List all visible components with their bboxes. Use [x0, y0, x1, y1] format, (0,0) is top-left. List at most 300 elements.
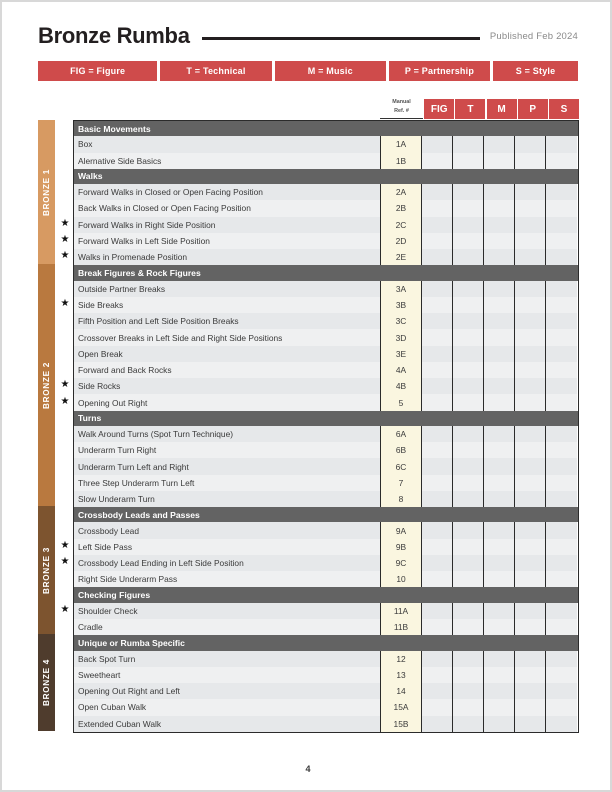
- mark-cell-t[interactable]: [453, 491, 484, 507]
- mark-cell-fig[interactable]: [422, 169, 453, 184]
- mark-cell-fig[interactable]: [422, 635, 453, 650]
- mark-cell-fig[interactable]: [422, 121, 453, 136]
- mark-cell-fig[interactable]: [422, 394, 453, 410]
- mark-cell-m[interactable]: [484, 281, 515, 297]
- star-icon: ★: [60, 298, 70, 310]
- figure-name: Open Break: [74, 346, 381, 362]
- table-row: [74, 619, 578, 635]
- mark-cell-p[interactable]: [515, 265, 546, 280]
- mark-cell-fig[interactable]: [422, 249, 453, 265]
- manual-ref-value: 6B: [381, 442, 422, 458]
- mark-cell-p[interactable]: [515, 458, 546, 474]
- table-row: [74, 699, 578, 715]
- mark-cell-p[interactable]: [515, 426, 546, 442]
- mark-cell-s[interactable]: [546, 217, 577, 233]
- manual-ref-value: 13: [381, 667, 422, 683]
- mark-cell-m[interactable]: [484, 699, 515, 715]
- mark-cell-fig[interactable]: [422, 603, 453, 619]
- figure-name: Crossbody Lead: [74, 522, 381, 538]
- manual-ref-value: 2C: [381, 217, 422, 233]
- manual-ref-value: 14: [381, 683, 422, 699]
- mark-cell-p[interactable]: [515, 217, 546, 233]
- mark-cell-t[interactable]: [453, 571, 484, 587]
- mark-cell-s[interactable]: [546, 297, 577, 313]
- mark-cell-p[interactable]: [515, 491, 546, 507]
- mark-cell-s[interactable]: [546, 249, 577, 265]
- manual-ref-value: 3C: [381, 313, 422, 329]
- mark-cell-fig[interactable]: [422, 411, 453, 426]
- section-title: Turns: [78, 413, 102, 424]
- mark-cell-m[interactable]: [484, 200, 515, 216]
- manual-ref-value: 11A: [381, 603, 422, 619]
- mark-cell-fig[interactable]: [422, 522, 453, 538]
- star-icon: ★: [60, 556, 70, 568]
- mark-cell-fig[interactable]: [422, 426, 453, 442]
- mark-cell-m[interactable]: [484, 169, 515, 184]
- manual-ref-value: 2B: [381, 200, 422, 216]
- mark-cell-fig[interactable]: [422, 539, 453, 555]
- mark-cell-p[interactable]: [515, 716, 546, 732]
- table-row: [74, 683, 578, 699]
- star-slot-empty: [57, 312, 73, 328]
- table-row: [74, 475, 578, 491]
- mark-cell-p[interactable]: [515, 571, 546, 587]
- mark-cell-p[interactable]: [515, 603, 546, 619]
- mark-cell-t[interactable]: [453, 136, 484, 152]
- mark-cell-m[interactable]: [484, 587, 515, 602]
- mark-cell-fig[interactable]: [422, 475, 453, 491]
- manual-ref-value: 9A: [381, 522, 422, 538]
- mark-cell-fig[interactable]: [422, 233, 453, 249]
- mark-cell-fig[interactable]: [422, 587, 453, 602]
- mark-cell-fig[interactable]: [422, 184, 453, 200]
- manual-ref-value: 2A: [381, 184, 422, 200]
- mark-cell-s[interactable]: [546, 169, 577, 184]
- mark-cell-t[interactable]: [453, 699, 484, 715]
- mark-cell-t[interactable]: [453, 169, 484, 184]
- manual-ref-value: 15B: [381, 716, 422, 732]
- mark-cell-m[interactable]: [484, 475, 515, 491]
- mark-cell-s[interactable]: [546, 571, 577, 587]
- mark-cell-p[interactable]: [515, 297, 546, 313]
- mark-cell-m[interactable]: [484, 683, 515, 699]
- mark-cell-p[interactable]: [515, 635, 546, 650]
- mark-cell-t[interactable]: [453, 394, 484, 410]
- mark-cell-m[interactable]: [484, 184, 515, 200]
- mark-cell-t[interactable]: [453, 716, 484, 732]
- mark-cell-s[interactable]: [546, 233, 577, 249]
- manual-ref-value: 4B: [381, 378, 422, 394]
- table-row: [74, 249, 578, 265]
- mark-cell-p[interactable]: [515, 249, 546, 265]
- star-icon: ★: [60, 233, 70, 245]
- table-row: [74, 200, 578, 216]
- mark-cell-fig[interactable]: [422, 153, 453, 169]
- mark-cell-m[interactable]: [484, 539, 515, 555]
- mark-cell-p[interactable]: [515, 555, 546, 571]
- mark-cell-fig[interactable]: [422, 313, 453, 329]
- table-row: [74, 539, 578, 555]
- mark-cell-p[interactable]: [515, 619, 546, 635]
- mark-cell-m[interactable]: [484, 313, 515, 329]
- mark-cell-t[interactable]: [453, 442, 484, 458]
- star-slot-empty: [57, 264, 73, 279]
- mark-cell-s[interactable]: [546, 555, 577, 571]
- manual-ref-line2: Ref. #: [394, 107, 409, 114]
- mark-cell-s[interactable]: [546, 539, 577, 555]
- mark-cell-p[interactable]: [515, 184, 546, 200]
- table-row: [74, 329, 578, 345]
- mark-cell-p[interactable]: [515, 153, 546, 169]
- mark-cell-p[interactable]: [515, 200, 546, 216]
- figure-name: Alernative Side Basics: [74, 153, 381, 169]
- mark-cell-fig[interactable]: [422, 217, 453, 233]
- table-row: [74, 217, 578, 233]
- section-title: Unique or Rumba Specific: [78, 637, 185, 648]
- star-slot-empty: [57, 410, 73, 425]
- figure-name: Opening Out Right and Left: [74, 683, 381, 699]
- mark-cell-t[interactable]: [453, 121, 484, 136]
- legend-chip-fig: FIG = Figure: [38, 61, 157, 81]
- mark-cell-p[interactable]: [515, 699, 546, 715]
- mark-cell-fig[interactable]: [422, 200, 453, 216]
- published-date: Published Feb 2024: [489, 30, 578, 42]
- section-title: Break Figures & Rock Figures: [78, 267, 201, 278]
- page-number: 4: [305, 764, 311, 774]
- manual-ref-value: [381, 635, 422, 650]
- mark-cell-s[interactable]: [546, 667, 577, 683]
- star-slot-empty: [57, 280, 73, 296]
- mark-cell-s[interactable]: [546, 699, 577, 715]
- table-section-header: [74, 635, 578, 650]
- column-header-s: S: [549, 99, 579, 119]
- mark-cell-t[interactable]: [453, 507, 484, 522]
- table-column-header: [380, 95, 579, 119]
- figure-name: Walk Around Turns (Spot Turn Technique): [74, 426, 381, 442]
- star-slot-empty: [57, 457, 73, 473]
- section-title: Crossbody Leads and Passes: [78, 509, 200, 520]
- mark-cell-s[interactable]: [546, 683, 577, 699]
- mark-cell-t[interactable]: [453, 362, 484, 378]
- mark-cell-s[interactable]: [546, 475, 577, 491]
- mark-cell-p[interactable]: [515, 442, 546, 458]
- mark-cell-m[interactable]: [484, 426, 515, 442]
- mark-cell-s[interactable]: [546, 200, 577, 216]
- mark-cell-s[interactable]: [546, 587, 577, 602]
- mark-cell-t[interactable]: [453, 635, 484, 650]
- mark-cell-p[interactable]: [515, 136, 546, 152]
- mark-cell-m[interactable]: [484, 394, 515, 410]
- mark-cell-m[interactable]: [484, 667, 515, 683]
- mark-cell-p[interactable]: [515, 475, 546, 491]
- mark-cell-t[interactable]: [453, 539, 484, 555]
- figure-name: Sweetheart: [74, 667, 381, 683]
- mark-cell-fig[interactable]: [422, 491, 453, 507]
- manual-ref-value: 5: [381, 394, 422, 410]
- mark-cell-m[interactable]: [484, 522, 515, 538]
- star-icon: ★: [60, 379, 70, 391]
- mark-cell-fig[interactable]: [422, 716, 453, 732]
- section-title: Basic Movements: [78, 123, 151, 134]
- mark-cell-t[interactable]: [453, 603, 484, 619]
- mark-cell-s[interactable]: [546, 121, 577, 136]
- mark-cell-fig[interactable]: [422, 136, 453, 152]
- mark-cell-t[interactable]: [453, 378, 484, 394]
- section-title: Checking Figures: [78, 590, 151, 601]
- mark-cell-fig[interactable]: [422, 571, 453, 587]
- table-row: [74, 522, 578, 538]
- page-title: Bronze Rumba: [38, 23, 190, 48]
- mark-cell-fig[interactable]: [422, 362, 453, 378]
- mark-cell-t[interactable]: [453, 153, 484, 169]
- mark-cell-t[interactable]: [453, 475, 484, 491]
- figure-name: Fifth Position and Left Side Position Breaks: [74, 313, 381, 329]
- figure-name: Underarm Turn Left and Right: [74, 458, 381, 474]
- mark-cell-p[interactable]: [515, 281, 546, 297]
- mark-cell-t[interactable]: [453, 233, 484, 249]
- mark-cell-s[interactable]: [546, 378, 577, 394]
- mark-cell-p[interactable]: [515, 378, 546, 394]
- table-row: [74, 458, 578, 474]
- manual-ref-value: 3E: [381, 346, 422, 362]
- mark-cell-m[interactable]: [484, 121, 515, 136]
- mark-cell-s[interactable]: [546, 491, 577, 507]
- criteria-column-headers: [423, 99, 579, 119]
- mark-cell-m[interactable]: [484, 233, 515, 249]
- mark-cell-m[interactable]: [484, 491, 515, 507]
- star-slot-empty: [57, 618, 73, 634]
- mark-cell-s[interactable]: [546, 362, 577, 378]
- star-marker-column: [57, 120, 73, 731]
- star-slot-empty: [57, 152, 73, 168]
- table-row: [74, 346, 578, 362]
- figure-name: Side Rocks: [74, 378, 381, 394]
- manual-ref-value: [381, 121, 422, 136]
- mark-cell-p[interactable]: [515, 683, 546, 699]
- table-row: [74, 378, 578, 394]
- mark-cell-m[interactable]: [484, 329, 515, 345]
- mark-cell-s[interactable]: [546, 716, 577, 732]
- mark-cell-s[interactable]: [546, 411, 577, 426]
- mark-cell-m[interactable]: [484, 619, 515, 635]
- mark-cell-m[interactable]: [484, 651, 515, 667]
- figure-name: Right Side Underarm Pass: [74, 571, 381, 587]
- mark-cell-t[interactable]: [453, 281, 484, 297]
- mark-cell-fig[interactable]: [422, 619, 453, 635]
- figure-name: Forward Walks in Right Side Position: [74, 217, 381, 233]
- mark-cell-t[interactable]: [453, 683, 484, 699]
- mark-cell-s[interactable]: [546, 394, 577, 410]
- mark-cell-s[interactable]: [546, 329, 577, 345]
- mark-cell-p[interactable]: [515, 329, 546, 345]
- table-row: [74, 651, 578, 667]
- mark-cell-m[interactable]: [484, 297, 515, 313]
- section-title: Walks: [78, 171, 103, 182]
- mark-cell-t[interactable]: [453, 249, 484, 265]
- column-header-m: M: [487, 99, 517, 119]
- mark-cell-m[interactable]: [484, 716, 515, 732]
- mark-cell-fig[interactable]: [422, 442, 453, 458]
- mark-cell-p[interactable]: [515, 121, 546, 136]
- mark-cell-p[interactable]: [515, 313, 546, 329]
- mark-cell-m[interactable]: [484, 249, 515, 265]
- figure-name: Left Side Pass: [74, 539, 381, 555]
- manual-ref-value: 1A: [381, 136, 422, 152]
- star-slot-empty: [57, 474, 73, 490]
- level-tab-bronze-4: [38, 634, 55, 731]
- mark-cell-fig[interactable]: [422, 378, 453, 394]
- level-tab-label: BRONZE 3: [42, 546, 51, 594]
- mark-cell-s[interactable]: [546, 265, 577, 280]
- mark-cell-s[interactable]: [546, 346, 577, 362]
- mark-cell-fig[interactable]: [422, 265, 453, 280]
- mark-cell-m[interactable]: [484, 136, 515, 152]
- star-slot-empty: [57, 425, 73, 441]
- mark-cell-t[interactable]: [453, 200, 484, 216]
- manual-ref-value: 2E: [381, 249, 422, 265]
- manual-ref-value: 9C: [381, 555, 422, 571]
- mark-cell-fig[interactable]: [422, 458, 453, 474]
- manual-ref-value: 3D: [381, 329, 422, 345]
- syllabus-table: [73, 120, 579, 733]
- mark-cell-p[interactable]: [515, 233, 546, 249]
- star-slot-empty: [57, 715, 73, 731]
- mark-cell-s[interactable]: [546, 522, 577, 538]
- mark-cell-s[interactable]: [546, 635, 577, 650]
- mark-cell-t[interactable]: [453, 346, 484, 362]
- mark-cell-p[interactable]: [515, 651, 546, 667]
- mark-cell-p[interactable]: [515, 362, 546, 378]
- manual-ref-value: 15A: [381, 699, 422, 715]
- mark-cell-s[interactable]: [546, 153, 577, 169]
- mark-cell-t[interactable]: [453, 184, 484, 200]
- mark-cell-m[interactable]: [484, 411, 515, 426]
- mark-cell-s[interactable]: [546, 426, 577, 442]
- mark-cell-p[interactable]: [515, 411, 546, 426]
- mark-cell-fig[interactable]: [422, 555, 453, 571]
- mark-cell-s[interactable]: [546, 184, 577, 200]
- mark-cell-p[interactable]: [515, 667, 546, 683]
- mark-cell-m[interactable]: [484, 442, 515, 458]
- mark-cell-t[interactable]: [453, 619, 484, 635]
- table-row: [74, 491, 578, 507]
- mark-cell-t[interactable]: [453, 297, 484, 313]
- mark-cell-t[interactable]: [453, 522, 484, 538]
- legend-chip-m: M = Music: [275, 61, 386, 81]
- mark-cell-fig[interactable]: [422, 651, 453, 667]
- figure-name: Three Step Underarm Turn Left: [74, 475, 381, 491]
- mark-cell-s[interactable]: [546, 507, 577, 522]
- mark-cell-fig[interactable]: [422, 667, 453, 683]
- mark-cell-t[interactable]: [453, 411, 484, 426]
- mark-cell-t[interactable]: [453, 426, 484, 442]
- mark-cell-m[interactable]: [484, 378, 515, 394]
- mark-cell-m[interactable]: [484, 635, 515, 650]
- star-slot-empty: [57, 135, 73, 151]
- table-row: [74, 394, 578, 410]
- star-icon: ★: [60, 217, 70, 229]
- mark-cell-s[interactable]: [546, 136, 577, 152]
- mark-cell-fig[interactable]: [422, 281, 453, 297]
- level-tab-bronze-3: [38, 506, 55, 634]
- table-section-header: [74, 411, 578, 426]
- mark-cell-m[interactable]: [484, 571, 515, 587]
- manual-ref-value: 7: [381, 475, 422, 491]
- mark-cell-m[interactable]: [484, 362, 515, 378]
- mark-cell-fig[interactable]: [422, 329, 453, 345]
- table-row: [74, 362, 578, 378]
- mark-cell-p[interactable]: [515, 539, 546, 555]
- mark-cell-p[interactable]: [515, 346, 546, 362]
- mark-cell-fig[interactable]: [422, 683, 453, 699]
- mark-cell-p[interactable]: [515, 169, 546, 184]
- figure-name: Opening Out Right: [74, 394, 381, 410]
- mark-cell-s[interactable]: [546, 313, 577, 329]
- mark-cell-m[interactable]: [484, 507, 515, 522]
- mark-cell-s[interactable]: [546, 651, 577, 667]
- mark-cell-t[interactable]: [453, 217, 484, 233]
- mark-cell-s[interactable]: [546, 458, 577, 474]
- mark-cell-s[interactable]: [546, 281, 577, 297]
- mark-cell-m[interactable]: [484, 153, 515, 169]
- mark-cell-p[interactable]: [515, 507, 546, 522]
- mark-cell-fig[interactable]: [422, 507, 453, 522]
- mark-cell-t[interactable]: [453, 651, 484, 667]
- star-slot-empty: [57, 650, 73, 666]
- mark-cell-m[interactable]: [484, 346, 515, 362]
- mark-cell-t[interactable]: [453, 458, 484, 474]
- mark-cell-t[interactable]: [453, 329, 484, 345]
- manual-ref-value: [381, 265, 422, 280]
- star-slot-empty: [57, 521, 73, 537]
- mark-cell-fig[interactable]: [422, 297, 453, 313]
- mark-cell-s[interactable]: [546, 442, 577, 458]
- mark-cell-p[interactable]: [515, 522, 546, 538]
- star-slot-empty: [57, 328, 73, 344]
- mark-cell-s[interactable]: [546, 603, 577, 619]
- mark-cell-fig[interactable]: [422, 346, 453, 362]
- mark-cell-m[interactable]: [484, 603, 515, 619]
- level-tab-bronze-2: [38, 264, 55, 506]
- mark-cell-fig[interactable]: [422, 699, 453, 715]
- table-section-header: [74, 121, 578, 136]
- mark-cell-m[interactable]: [484, 265, 515, 280]
- mark-cell-p[interactable]: [515, 394, 546, 410]
- manual-ref-value: 3B: [381, 297, 422, 313]
- mark-cell-m[interactable]: [484, 217, 515, 233]
- manual-ref-header: [380, 95, 423, 119]
- mark-cell-m[interactable]: [484, 458, 515, 474]
- mark-cell-s[interactable]: [546, 619, 577, 635]
- manual-ref-value: [381, 411, 422, 426]
- manual-ref-value: 12: [381, 651, 422, 667]
- star-slot-empty: [57, 441, 73, 457]
- mark-cell-m[interactable]: [484, 555, 515, 571]
- mark-cell-t[interactable]: [453, 313, 484, 329]
- manual-ref-value: [381, 587, 422, 602]
- mark-cell-t[interactable]: [453, 667, 484, 683]
- figure-name: Outside Partner Breaks: [74, 281, 381, 297]
- mark-cell-t[interactable]: [453, 555, 484, 571]
- mark-cell-p[interactable]: [515, 587, 546, 602]
- mark-cell-t[interactable]: [453, 587, 484, 602]
- mark-cell-t[interactable]: [453, 265, 484, 280]
- level-tab-bronze-1: [38, 120, 55, 264]
- table-section-header: [74, 587, 578, 602]
- star-slot-empty: [57, 361, 73, 377]
- manual-ref-value: 9B: [381, 539, 422, 555]
- level-tab-strip: [38, 120, 55, 731]
